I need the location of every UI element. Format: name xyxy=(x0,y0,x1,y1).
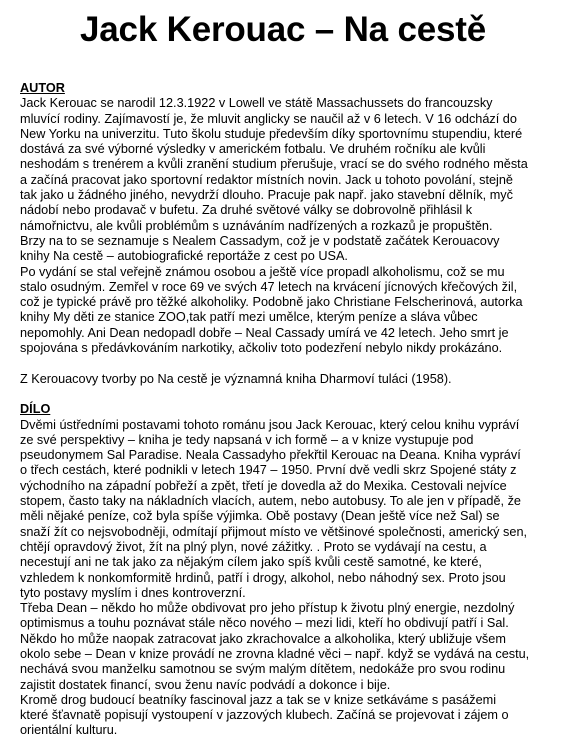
paragraph-spacer xyxy=(20,387,560,402)
section-heading-dilo: DÍLO xyxy=(20,402,51,417)
text-line: Po vydání se stal veřejně známou osobou a ještě více propadl alkoholismu, což se mu xyxy=(20,264,505,279)
text-line: Třeba Dean – někdo ho může obdivovat pro jeho přístup k životu plný energie, nezdolný xyxy=(20,601,515,616)
text-line: zajistit dostatek financí, svou ženu navíc podvádí a dokonce i bije. xyxy=(20,677,391,692)
text-line: okolo sebe – Dean v knize provádí ne zrovna kladné věci – např. když se vydává na cestu, xyxy=(20,646,530,661)
section-heading-autor: AUTOR xyxy=(20,81,65,95)
text-line: měli nějaké peníze, což byla spíše výjimka. Obě postavy (Dean ještě více než Sal) se xyxy=(20,509,500,524)
text-line: New Yorku na univerzitu. Tuto školu studuje především díky sportovnímu stupendiu, které xyxy=(20,126,523,141)
text-line: Kromě drog budoucí beatníky fascinoval jazz a tak se v knize setkáváme s pasážemi xyxy=(20,692,497,707)
text-line: Dvěmi ústředními postavami tohoto románu jsou Jack Kerouac, který celou knihu vypráví xyxy=(20,417,520,432)
text-line: nechává svou manželku samotnou se svým malým dítětem, nedokáže pro svou rodinu xyxy=(20,662,506,677)
text-line: ze své perspektivy – kniha je tedy napsaná v ich formě – a v knize vystupuje pod xyxy=(20,432,474,447)
text-line: necestují ani ne tak jako za nějakým cílem jako spíš kvůli cestě samotné, ke které, xyxy=(20,555,482,570)
text-line: pseudonymem Sal Paradise. Neala Cassadyho překřtil Kerouac na Deana. Kniha vypráví xyxy=(20,448,521,463)
text-line: dostává za své výborné výsledky v americkém fotbalu. Ve druhém ročníku ale kvůli xyxy=(20,142,486,157)
section-dilo-text xyxy=(20,418,560,739)
text-line: knihy My děti ze stanice ZOO,tak patří mezi umělce, kterým peníze a sláva vůbec xyxy=(20,310,478,325)
text-line: tak jako u žádného jiného, nevydrží dlouho. Pracuje pak např. jako stavební dělník, myč xyxy=(20,188,513,203)
text-line: chtějí opravdový život, žít na plný plyn, nové zážitky. . Proto se vydávají na cestu, a xyxy=(20,539,487,554)
text-line: vzhledem k nonkomformitě hrdinů, patří i drogy, alkohol, nebo náhodný sex. Proto jsou xyxy=(20,570,506,585)
document-body xyxy=(20,81,560,739)
text-line: námořnictvu, ale kvůli problémům s uznáváním nadřízených a rozkazů je propuštěn. xyxy=(20,218,493,233)
text-line: mluvící rodiny. Zajímavostí je, že mluvit anglicky se naučil až v 6 letech. V 16 odchází do xyxy=(20,111,517,126)
text-line: orientální kulturu. xyxy=(20,723,118,738)
text-line: spojována s předávkováním narkotiky, ačkoliv toto podezření nebylo nikdy prokázáno. xyxy=(20,341,503,356)
paragraph-line: Z Kerouacovy tvorby po Na cestě je významná kniha Dharmoví tuláci (1958). xyxy=(20,371,452,386)
text-line: což je typické právě pro těžké alkoholiky. Podobně jako Christiane Felscherinová, autorka xyxy=(20,295,523,310)
text-line: Někdo ho může naopak zatracovat jako zkrachovalce a alkoholika, který ubližuje všem xyxy=(20,631,506,646)
text-line: neshodám s trenérem a kvůli zranění studium přerušuje, vrací se do svého rodného města xyxy=(20,157,528,172)
text-line: které šťavnatě popisují vystoupení v jazzových klubech. Začíná se projevovat i zájem o xyxy=(20,708,509,723)
text-line: nádobí nebo prodavač v bufetu. Za druhé světové války se dobrovolně přihlásil k xyxy=(20,203,473,218)
text-line: optimismus a touhu poznávat stále něco nového – mezi lidi, kteří ho obdivují patří i Sal. xyxy=(20,616,509,631)
text-line: tyto postavy myslím i dnes kontroverzní. xyxy=(20,585,246,600)
text-line: stopem, často taky na nákladních vlacích, autem, nebo autobusy. To ale jen v případě, že xyxy=(20,494,521,509)
text-line: knihy Na cestě – autobiografické reportáže z cest po USA. xyxy=(20,249,348,264)
text-line: a začíná pracovat jako sportovní redaktor místních novin. Jack u tohoto povolání, stejně xyxy=(20,172,513,187)
text-line: nepomohly. Ani Dean nedopadl dobře – Neal Cassady umírá ve 42 letech. Jeho smrt je xyxy=(20,325,509,340)
text-line: Jack Kerouac se narodil 12.3.1922 v Lowell ve státě Massachussets do francouzsky xyxy=(20,96,493,111)
paragraph-spacer xyxy=(20,356,560,371)
text-line: snaží žít co nejsvobodněji, odmítají přijmout místo ve většinové společnosti, americký sen, xyxy=(20,524,528,539)
text-line: východního na západní pobřeží a zpět, třetí je dovedla až do Mexika. Cestovali nejvíce xyxy=(20,478,507,493)
document-title: Jack Kerouac – Na cestě xyxy=(80,10,486,49)
text-line: stalo osudným. Zemřel v roce 69 ve svých 47 letech na krvácení jícnových křečových žil, xyxy=(20,279,518,294)
text-line: Brzy na to se seznamuje s Nealem Cassadym, což je v podstatě začátek Kerouacovy xyxy=(20,233,500,248)
text-line: o třech cestách, které podnikli v letech 1947 – 1950. První dvě vedli skrz Spojené státy z xyxy=(20,463,517,478)
section-autor-text xyxy=(20,96,560,356)
